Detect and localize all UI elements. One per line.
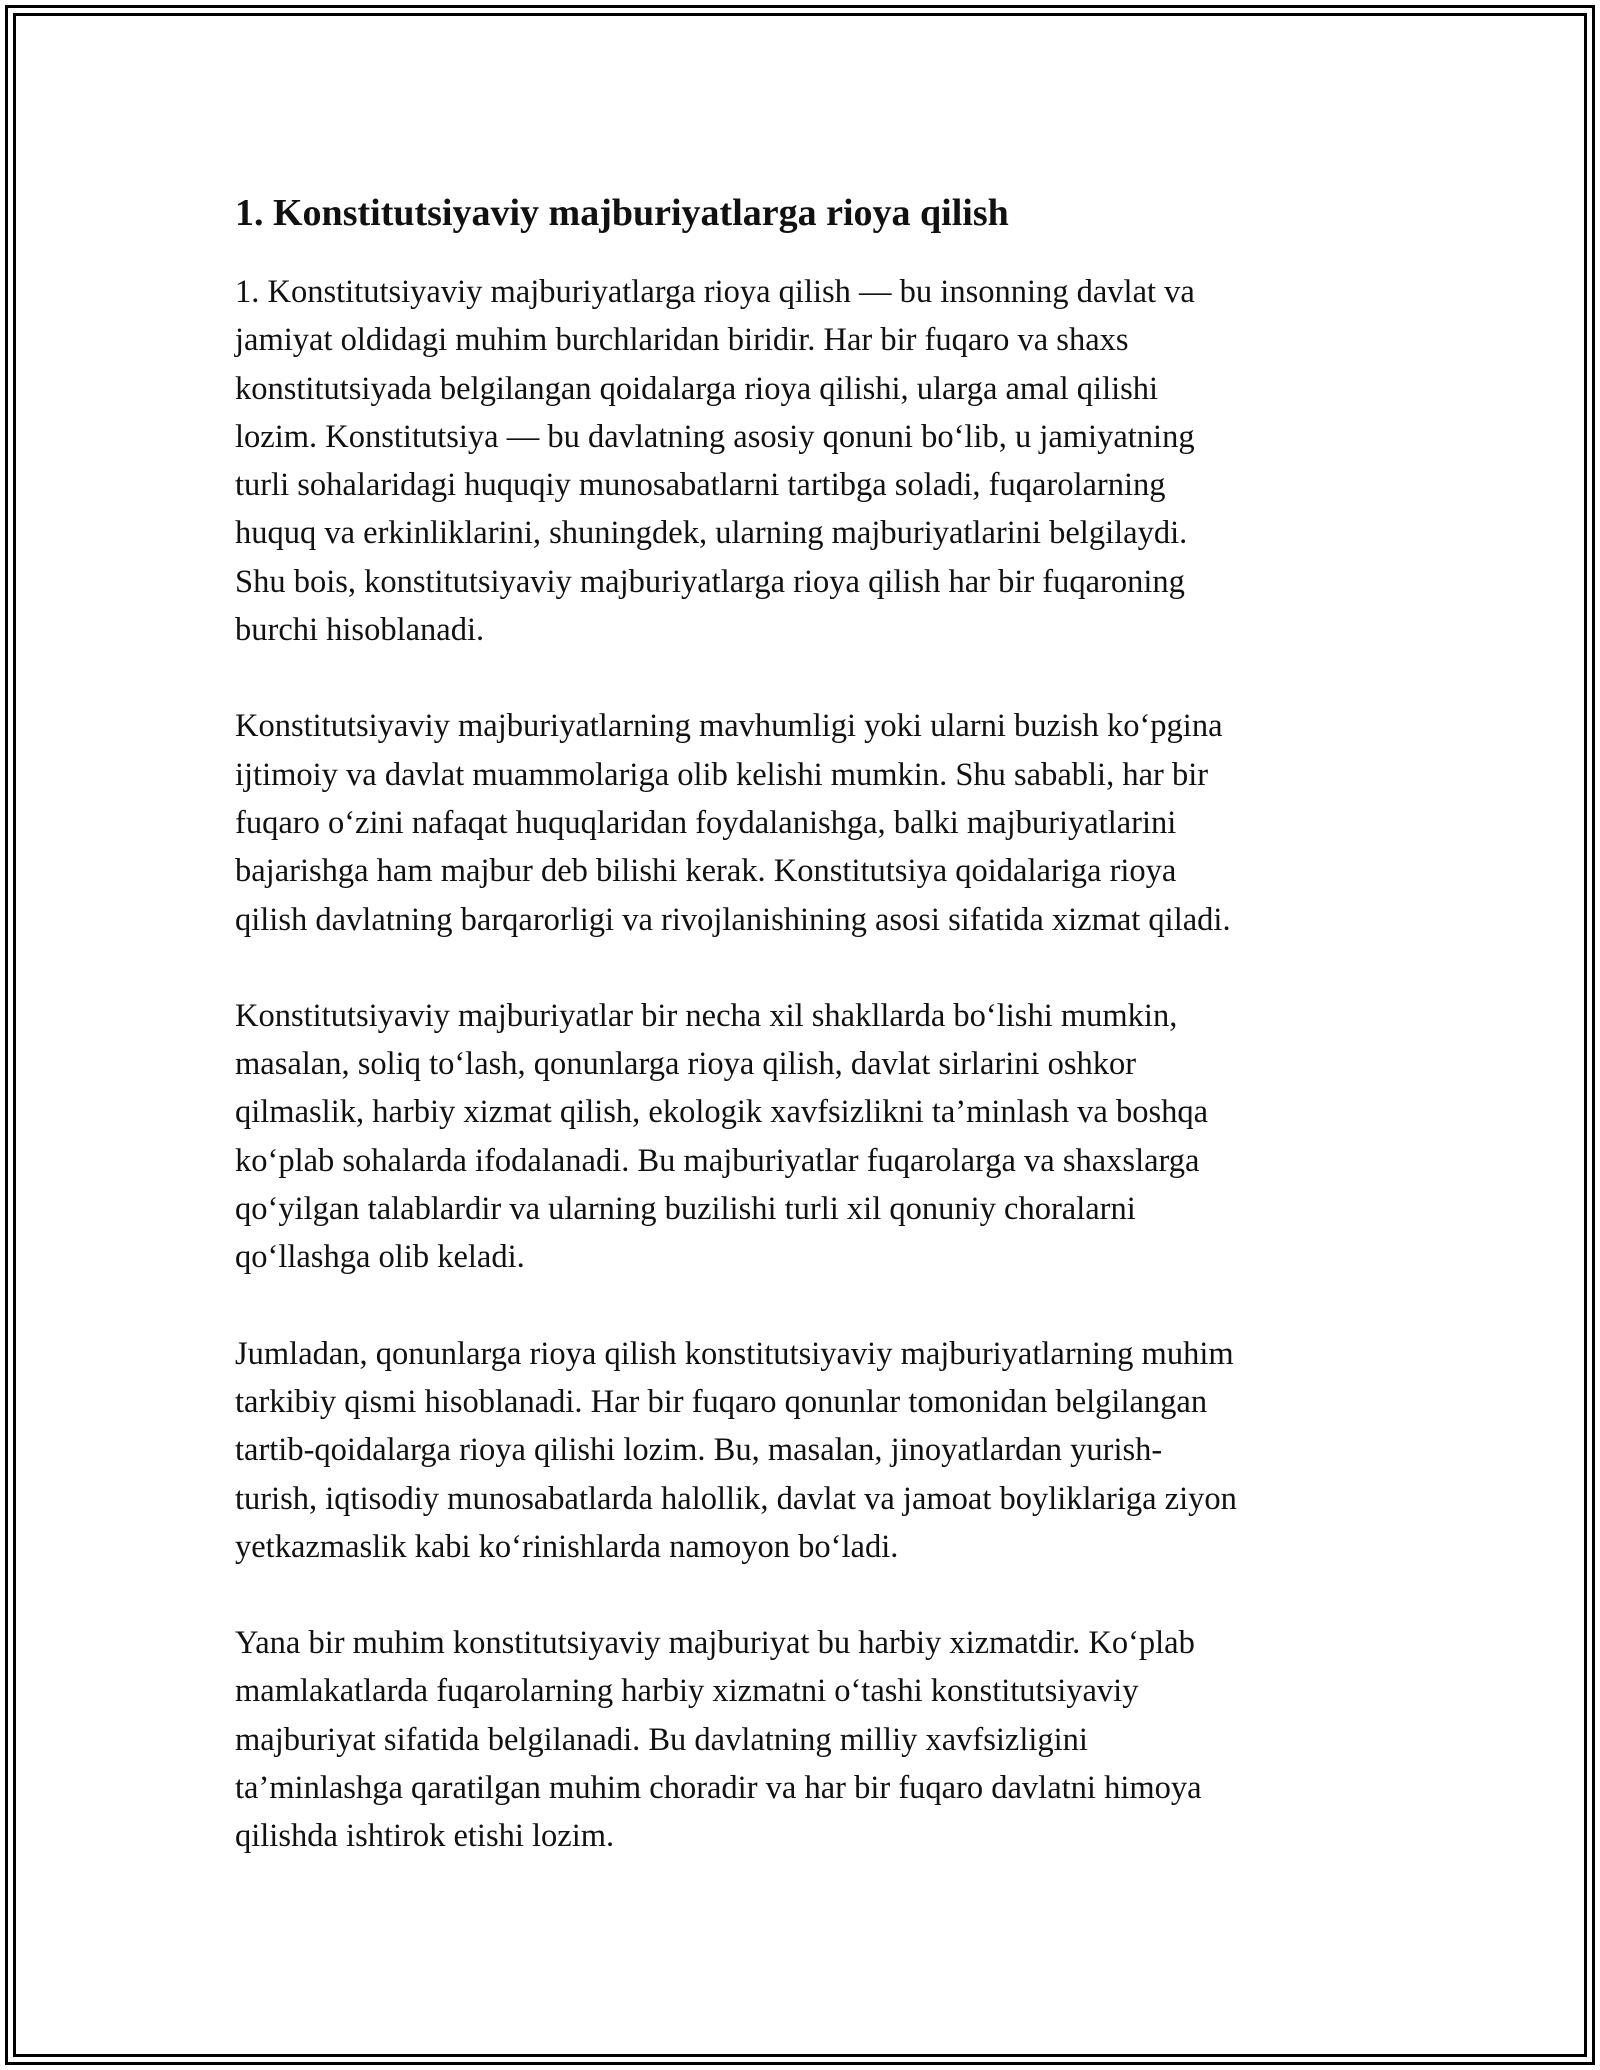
document-body [235, 188, 1375, 1909]
section-heading: 1. Konstitutsiyaviy majburiyatlarga rioya qilish [235, 192, 1009, 234]
paragraph-5: Yana bir muhim konstitutsiyaviy majburiyat bu harbiy xizmatdir. Ko‘plab mamlakatlarda fuqarolarning harbiy xizmatni o‘tashi konstitutsiyaviy majburiyat sifatida belgilanadi. Bu davlatning milliy xavfsizligini ta’minlashga qaratilgan muhim choradir va har bir fuqaro davlatni himoya qilishda ishtirok etishi lozim. [235, 1625, 1202, 1855]
paragraph-4: Jumladan, qonunlarga rioya qilish konstitutsiyaviy majburiyatlarning muhim tarkibiy qismi hisoblanadi. Har bir fuqaro qonunlar tomonidan belgilangan tartib-qoidalarga rioya qilishi lozim. Bu, masalan, jinoyatlardan yurish- turish, iqtisodiy munosabatlarda halollik, davlat va jamoat boyliklariga ziyon yetkazmaslik kabi ko‘rinishlarda namoyon bo‘ladi. [235, 1335, 1237, 1565]
paragraph-2: Konstitutsiyaviy majburiyatlarning mavhumligi yoki ularni buzish ko‘pgina ijtimoiy va davlat muammolariga olib kelishi mumkin. Shu sababli, har bir fuqaro o‘zini nafaqat huquqlaridan foydalanishga, balki majburiyatlarini bajarishga ham majbur deb bilishi kerak. Konstitutsiya qoidalariga rioya qilish davlatning barqarorligi va rivojlanishining asosi sifatida xizmat qiladi. [235, 708, 1231, 938]
paragraph-3: Konstitutsiyaviy majburiyatlar bir necha xil shakllarda bo‘lishi mumkin, masalan, soliq to‘lash, qonunlarga rioya qilish, davlat sirlarini oshkor qilmaslik, harbiy xizmat qilish, ekologik xavfsizlikni ta’minlash va boshqa ko‘plab sohalarda ifodalanadi. Bu majburiyatlar fuqarolarga va shaxslarga qo‘yilgan talablardir va ularning buzilishi turli xil qonuniy choralarni qo‘llashga olib keladi. [235, 997, 1209, 1276]
paragraph-1: 1. Konstitutsiyaviy majburiyatlarga rioya qilish — bu insonning davlat va jamiyat oldidagi muhim burchlaridan biridir. Har bir fuqaro va shaxs konstitutsiyada belgilangan qoidalarga rioya qilishi, ularga amal qilishi lozim. Konstitutsiya — bu davlatning asosiy qonuni bo‘lib, u jamiyatning turli sohalaridagi huquqiy munosabatlarni tartibga soladi, fuqarolarning huquq va erkinliklarini, shuningdek, ularning majburiyatlarini belgilaydi. Shu bois, konstitutsiyaviy majburiyatlarga rioya qilish har bir fuqaroning burchi hisoblanadi. [235, 274, 1195, 649]
